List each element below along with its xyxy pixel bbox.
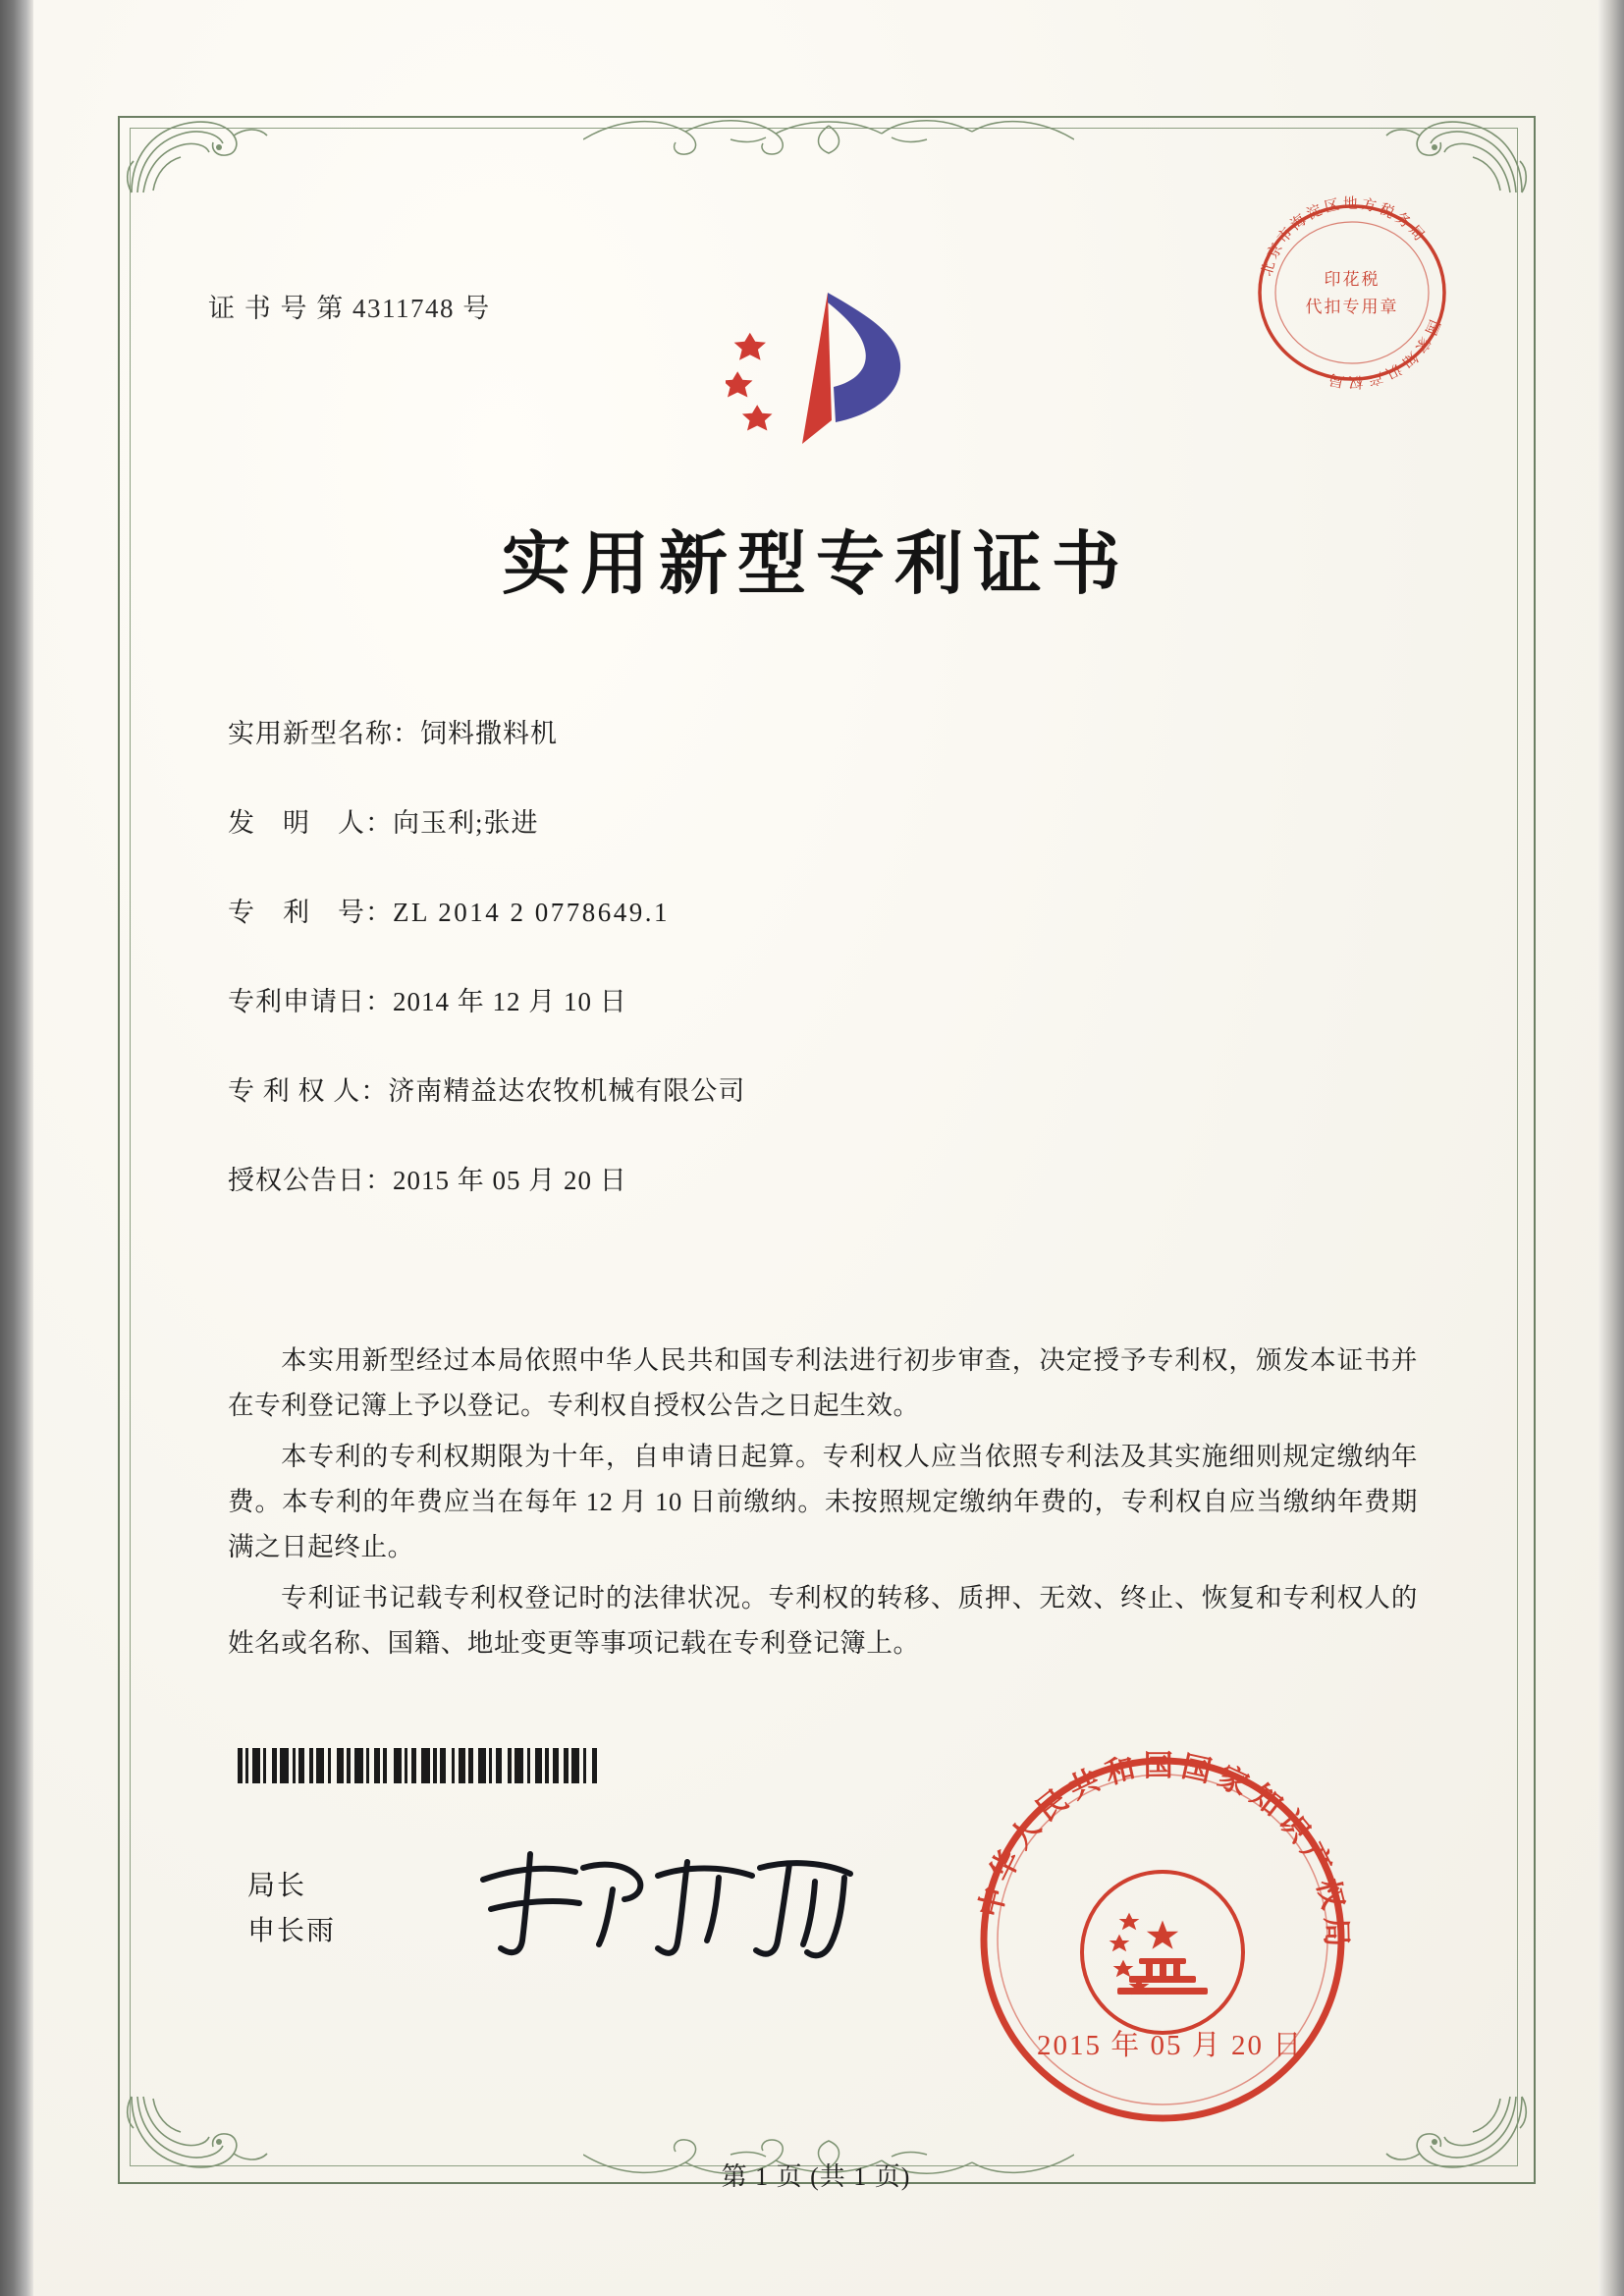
field-value: 2014 年 12 月 10 日 <box>393 987 627 1016</box>
handwritten-signature-icon <box>465 1838 878 1966</box>
field-list <box>228 712 1406 1248</box>
paragraph-2: 本专利的专利权期限为十年，自申请日起算。专利权人应当依照专利法及其实施细则规定缴纳年费。本专利的年费应当在每年 12 月 10 日前缴纳。未按照规定缴纳年费的，专利权自应当缴纳年费期满之日起终止。 <box>228 1442 1418 1561</box>
field-label: 实用新型名称： <box>228 719 420 748</box>
director-title: 局长 <box>247 1871 307 1901</box>
field-utility-model-name <box>228 712 1406 750</box>
director-name: 申长雨 <box>247 1916 337 1946</box>
field-patent-number <box>228 891 1406 929</box>
field-value: 饲料撒料机 <box>420 719 558 748</box>
certificate-paper <box>33 0 1598 2296</box>
field-value: ZL 2014 2 0778649.1 <box>393 898 670 927</box>
legal-text-block <box>228 1338 1418 1671</box>
barcode <box>238 1748 658 1783</box>
field-value: 向玉利;张进 <box>393 808 539 838</box>
field-label: 发 明 人： <box>228 808 393 838</box>
field-label: 专利申请日： <box>228 987 393 1016</box>
svg-text:中华人民共和国国家知识产权局: 中华人民共和国国家知识产权局 <box>973 1748 1354 1954</box>
field-patentee <box>228 1069 1406 1108</box>
page-title: 实用新型专利证书 <box>502 522 1130 604</box>
field-label: 授权公告日： <box>228 1166 393 1195</box>
top-flourish-ornament-icon <box>583 110 1074 161</box>
official-seal <box>971 1748 1354 2131</box>
paragraph-3: 专利证书记载专利权登记时的法律状况。专利权的转移、质押、无效、终止、恢复和专利权人的姓名或名称、国籍、地址变更等事项记载在专利登记簿上。 <box>228 1583 1418 1658</box>
tax-stamp <box>1249 194 1455 391</box>
cnipa-logo-icon <box>726 285 942 466</box>
seal-date: 2015 年 05 月 20 日 <box>1037 2030 1304 2061</box>
tax-stamp-center-line-2: 代扣专用章 <box>1305 298 1399 316</box>
field-value: 2015 年 05 月 20 日 <box>393 1166 627 1195</box>
field-label: 专 利 号： <box>228 898 393 927</box>
field-grant-announcement-date <box>228 1159 1406 1197</box>
signature-block <box>247 1864 336 1954</box>
svg-text:北京市海淀区地方税务局: 北京市海淀区地方税务局 <box>1257 194 1431 279</box>
svg-text:国家知识产权局: 国家知识产权局 <box>1324 316 1444 391</box>
page-indicator: 第 1 页 (共 1 页) <box>721 2162 911 2191</box>
field-label: 专 利 权 人： <box>228 1076 389 1106</box>
paragraph-1: 本实用新型经过本局依照中华人民共和国专利法进行初步审查，决定授予专利权，颁发本证书并在专利登记簿上予以登记。专利权自授权公告之日起生效。 <box>228 1345 1418 1420</box>
field-value: 济南精益达农牧机械有限公司 <box>388 1076 746 1106</box>
field-application-date <box>228 980 1406 1018</box>
tax-stamp-center-line-1: 印花税 <box>1324 270 1380 289</box>
certificate-number: 证 书 号 第 4311748 号 <box>208 294 491 323</box>
field-inventor <box>228 801 1406 840</box>
